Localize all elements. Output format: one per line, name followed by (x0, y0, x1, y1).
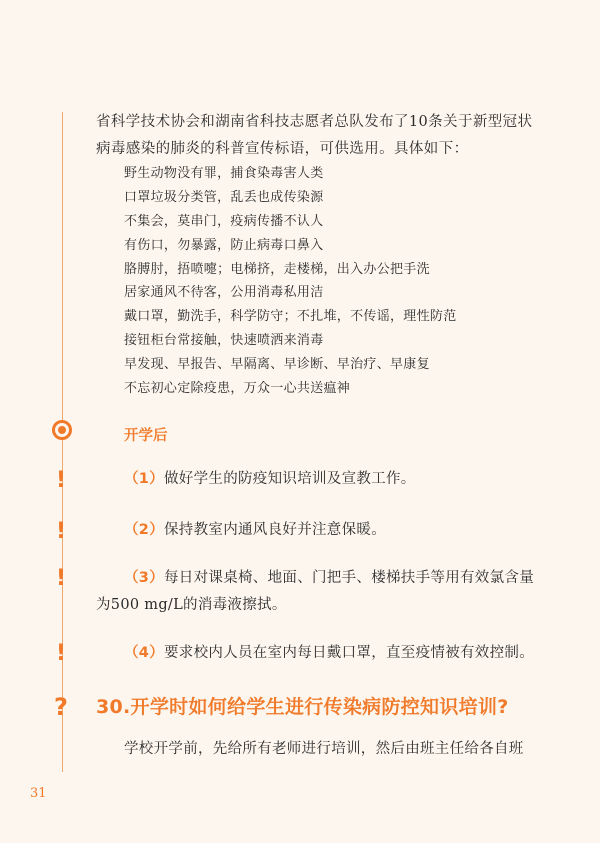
item-number: （3） (124, 570, 164, 586)
target-icon (52, 420, 72, 440)
slogan-item: 戴口罩，勤洗手，科学防守；不扎堆，不传谣，理性防范 (124, 309, 457, 325)
margin-rule (62, 112, 63, 772)
slogan-item: 胳膊肘，捂喷嚏；电梯挤，走楼梯，出入办公把手洗 (124, 261, 430, 277)
item-text: 保持教室内通风良好并注意保暖。 (164, 522, 386, 538)
slogan-item: 有伤口，勿暴露，防止病毒口鼻入 (124, 237, 324, 253)
item-text-cont: 为500 mg/L的消毒液擦拭。 (96, 597, 287, 613)
list-item (124, 517, 552, 544)
exclamation-icon: ! (56, 566, 67, 591)
exclamation-icon: ! (56, 468, 67, 493)
intro-paragraph: 省科学技术协会和湖南省科技志愿者总队发布了10条关于新型冠状 病毒感染的肺炎的科普宣传标语，可供选用。具体如下： (96, 114, 533, 157)
slogan-item: 不忘初心定除疫患，万众一心共送瘟神 (124, 381, 351, 397)
slogan-item: 早发现、早报告、早隔离、早诊断、早治疗、早康复 (124, 357, 430, 373)
item-text: 每日对课桌椅、地面、门把手、楼梯扶手等用有效氯含量 (164, 570, 534, 586)
list-item (96, 565, 552, 619)
slogan-item: 口罩垃圾分类管，乱丢也成传染源 (124, 189, 324, 205)
item-number: （1） (124, 471, 164, 487)
item-number: （2） (124, 522, 164, 538)
item-text: 做好学生的防疫知识培训及宣教工作。 (164, 471, 416, 487)
item-number: （4） (124, 645, 164, 661)
section-heading: 开学后 (124, 428, 168, 444)
item-text: 要求校内人员在室内每日戴口罩，直至疫情被有效控制。 (164, 645, 534, 661)
question-heading: 30.开学时如何给学生进行传染病防控知识培训? (96, 696, 509, 718)
slogan-item: 接钮柜台常接触，快速喷洒来消毒 (124, 333, 324, 349)
page-number: 31 (30, 786, 47, 801)
list-item (124, 640, 552, 667)
question-mark-icon: ? (54, 693, 68, 721)
exclamation-icon: ! (56, 641, 67, 666)
slogan-list (124, 162, 457, 401)
slogan-item: 不集会，莫串门，疫病传播不认人 (124, 213, 324, 229)
exclamation-icon: ! (56, 519, 67, 544)
slogan-item: 野生动物没有罪，捕食染毒害人类 (124, 166, 324, 181)
list-item (124, 466, 552, 493)
slogan-item: 居家通风不待客，公用消毒私用洁 (124, 285, 324, 301)
answer-paragraph: 学校开学前，先给所有老师进行培训，然后由班主任给各自班 (124, 741, 524, 757)
